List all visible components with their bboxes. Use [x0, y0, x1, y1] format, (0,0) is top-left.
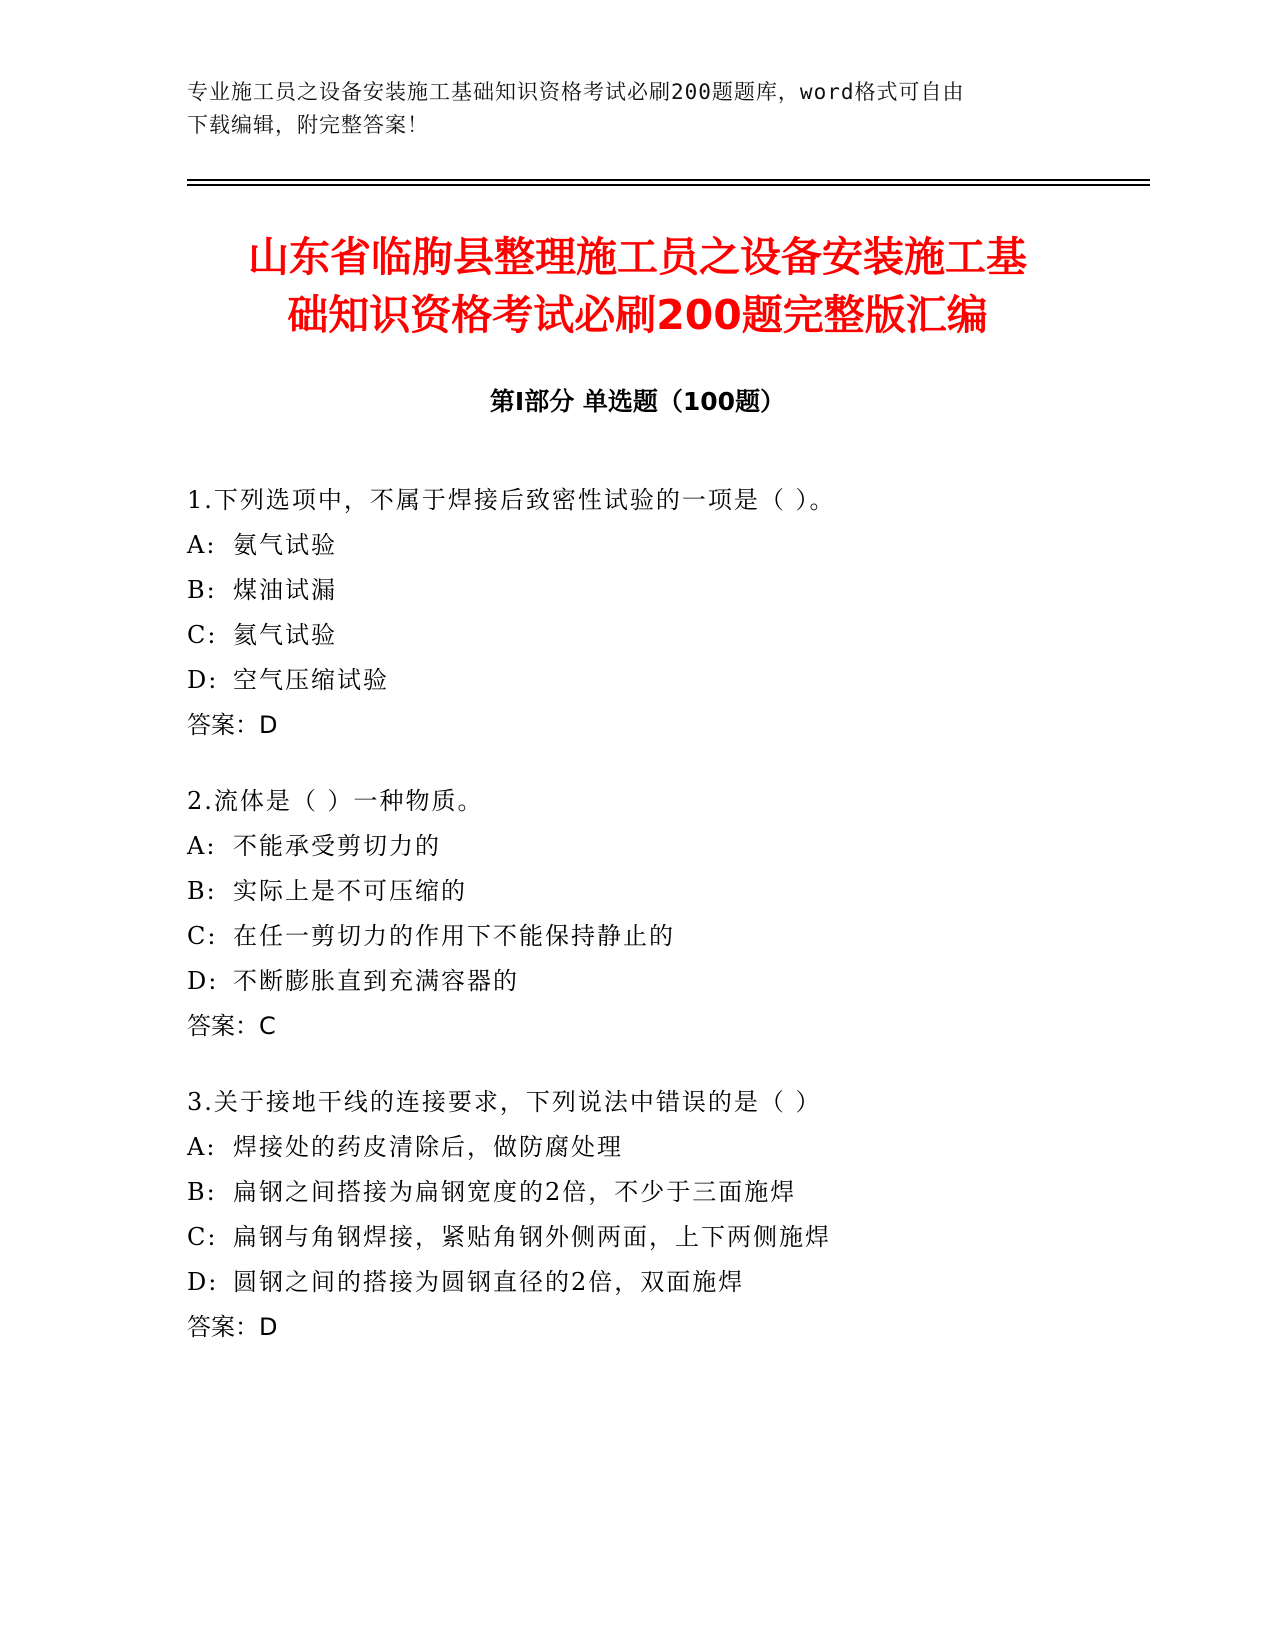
- option-text: 扁钢与角钢焊接，紧贴角钢外侧两面，上下两侧施焊: [233, 1223, 831, 1251]
- option-text: 不断膨胀直到充满容器的: [233, 967, 519, 995]
- option-key: C:: [187, 621, 218, 649]
- section-title: 第Ⅰ部分 单选题（100题）: [489, 387, 786, 416]
- option-key: D:: [187, 1268, 219, 1296]
- answer: 答案：D: [187, 1313, 278, 1341]
- option-a: [187, 824, 1087, 869]
- option-b: [187, 568, 1087, 613]
- option-key: A:: [187, 531, 217, 559]
- option-d: [187, 959, 1087, 1004]
- option-text: 氨气试验: [233, 531, 337, 559]
- question-stem: 1.下列选项中，不属于焊接后致密性试验的一项是（ ）。: [187, 486, 836, 514]
- option-key: C:: [187, 922, 218, 950]
- answer: 答案：C: [187, 1012, 276, 1040]
- question-list: [187, 478, 1087, 1381]
- option-text: 氦气试验: [233, 621, 337, 649]
- header-divider-thick: [187, 179, 1150, 181]
- header-note-line-1: 专业施工员之设备安装施工基础知识资格考试必刷200题题库，word格式可自由: [187, 80, 965, 104]
- question-stem: 3.关于接地干线的连接要求，下列说法中错误的是（ ）: [187, 1088, 822, 1116]
- header-divider-thin: [187, 184, 1150, 186]
- option-key: D:: [187, 967, 219, 995]
- option-key: A:: [187, 1133, 217, 1161]
- question-3: [187, 1080, 1087, 1350]
- option-text: 煤油试漏: [233, 576, 337, 604]
- option-text: 在任一剪切力的作用下不能保持静止的: [233, 922, 675, 950]
- option-key: B:: [187, 877, 217, 905]
- option-a: [187, 523, 1087, 568]
- option-c: [187, 1215, 1087, 1260]
- option-c: [187, 914, 1087, 959]
- option-text: 空气压缩试验: [233, 666, 389, 694]
- document-title: [160, 228, 1115, 344]
- option-key: D:: [187, 666, 219, 694]
- header-note-line-2: 下载编辑，附完整答案！: [187, 113, 429, 137]
- option-d: [187, 1260, 1087, 1305]
- question-stem: 2.流体是（ ）一种物质。: [187, 787, 484, 815]
- option-key: C:: [187, 1223, 218, 1251]
- option-b: [187, 869, 1087, 914]
- option-key: B:: [187, 1178, 217, 1206]
- document-title-line-2: 础知识资格考试必刷200题完整版汇编: [287, 291, 988, 339]
- option-d: [187, 658, 1087, 703]
- header-note: [187, 76, 1087, 142]
- option-text: 不能承受剪切力的: [233, 832, 441, 860]
- option-text: 焊接处的药皮清除后，做防腐处理: [233, 1133, 623, 1161]
- option-b: [187, 1170, 1087, 1215]
- option-key: A:: [187, 832, 217, 860]
- question-1: [187, 478, 1087, 748]
- question-2: [187, 779, 1087, 1049]
- option-a: [187, 1125, 1087, 1170]
- option-c: [187, 613, 1087, 658]
- document-title-line-1: 山东省临朐县整理施工员之设备安装施工基: [248, 233, 1027, 281]
- option-text: 圆钢之间的搭接为圆钢直径的2倍，双面施焊: [233, 1268, 745, 1296]
- option-text: 扁钢之间搭接为扁钢宽度的2倍，不少于三面施焊: [233, 1178, 797, 1206]
- answer: 答案：D: [187, 711, 278, 739]
- option-key: B:: [187, 576, 217, 604]
- option-text: 实际上是不可压缩的: [233, 877, 467, 905]
